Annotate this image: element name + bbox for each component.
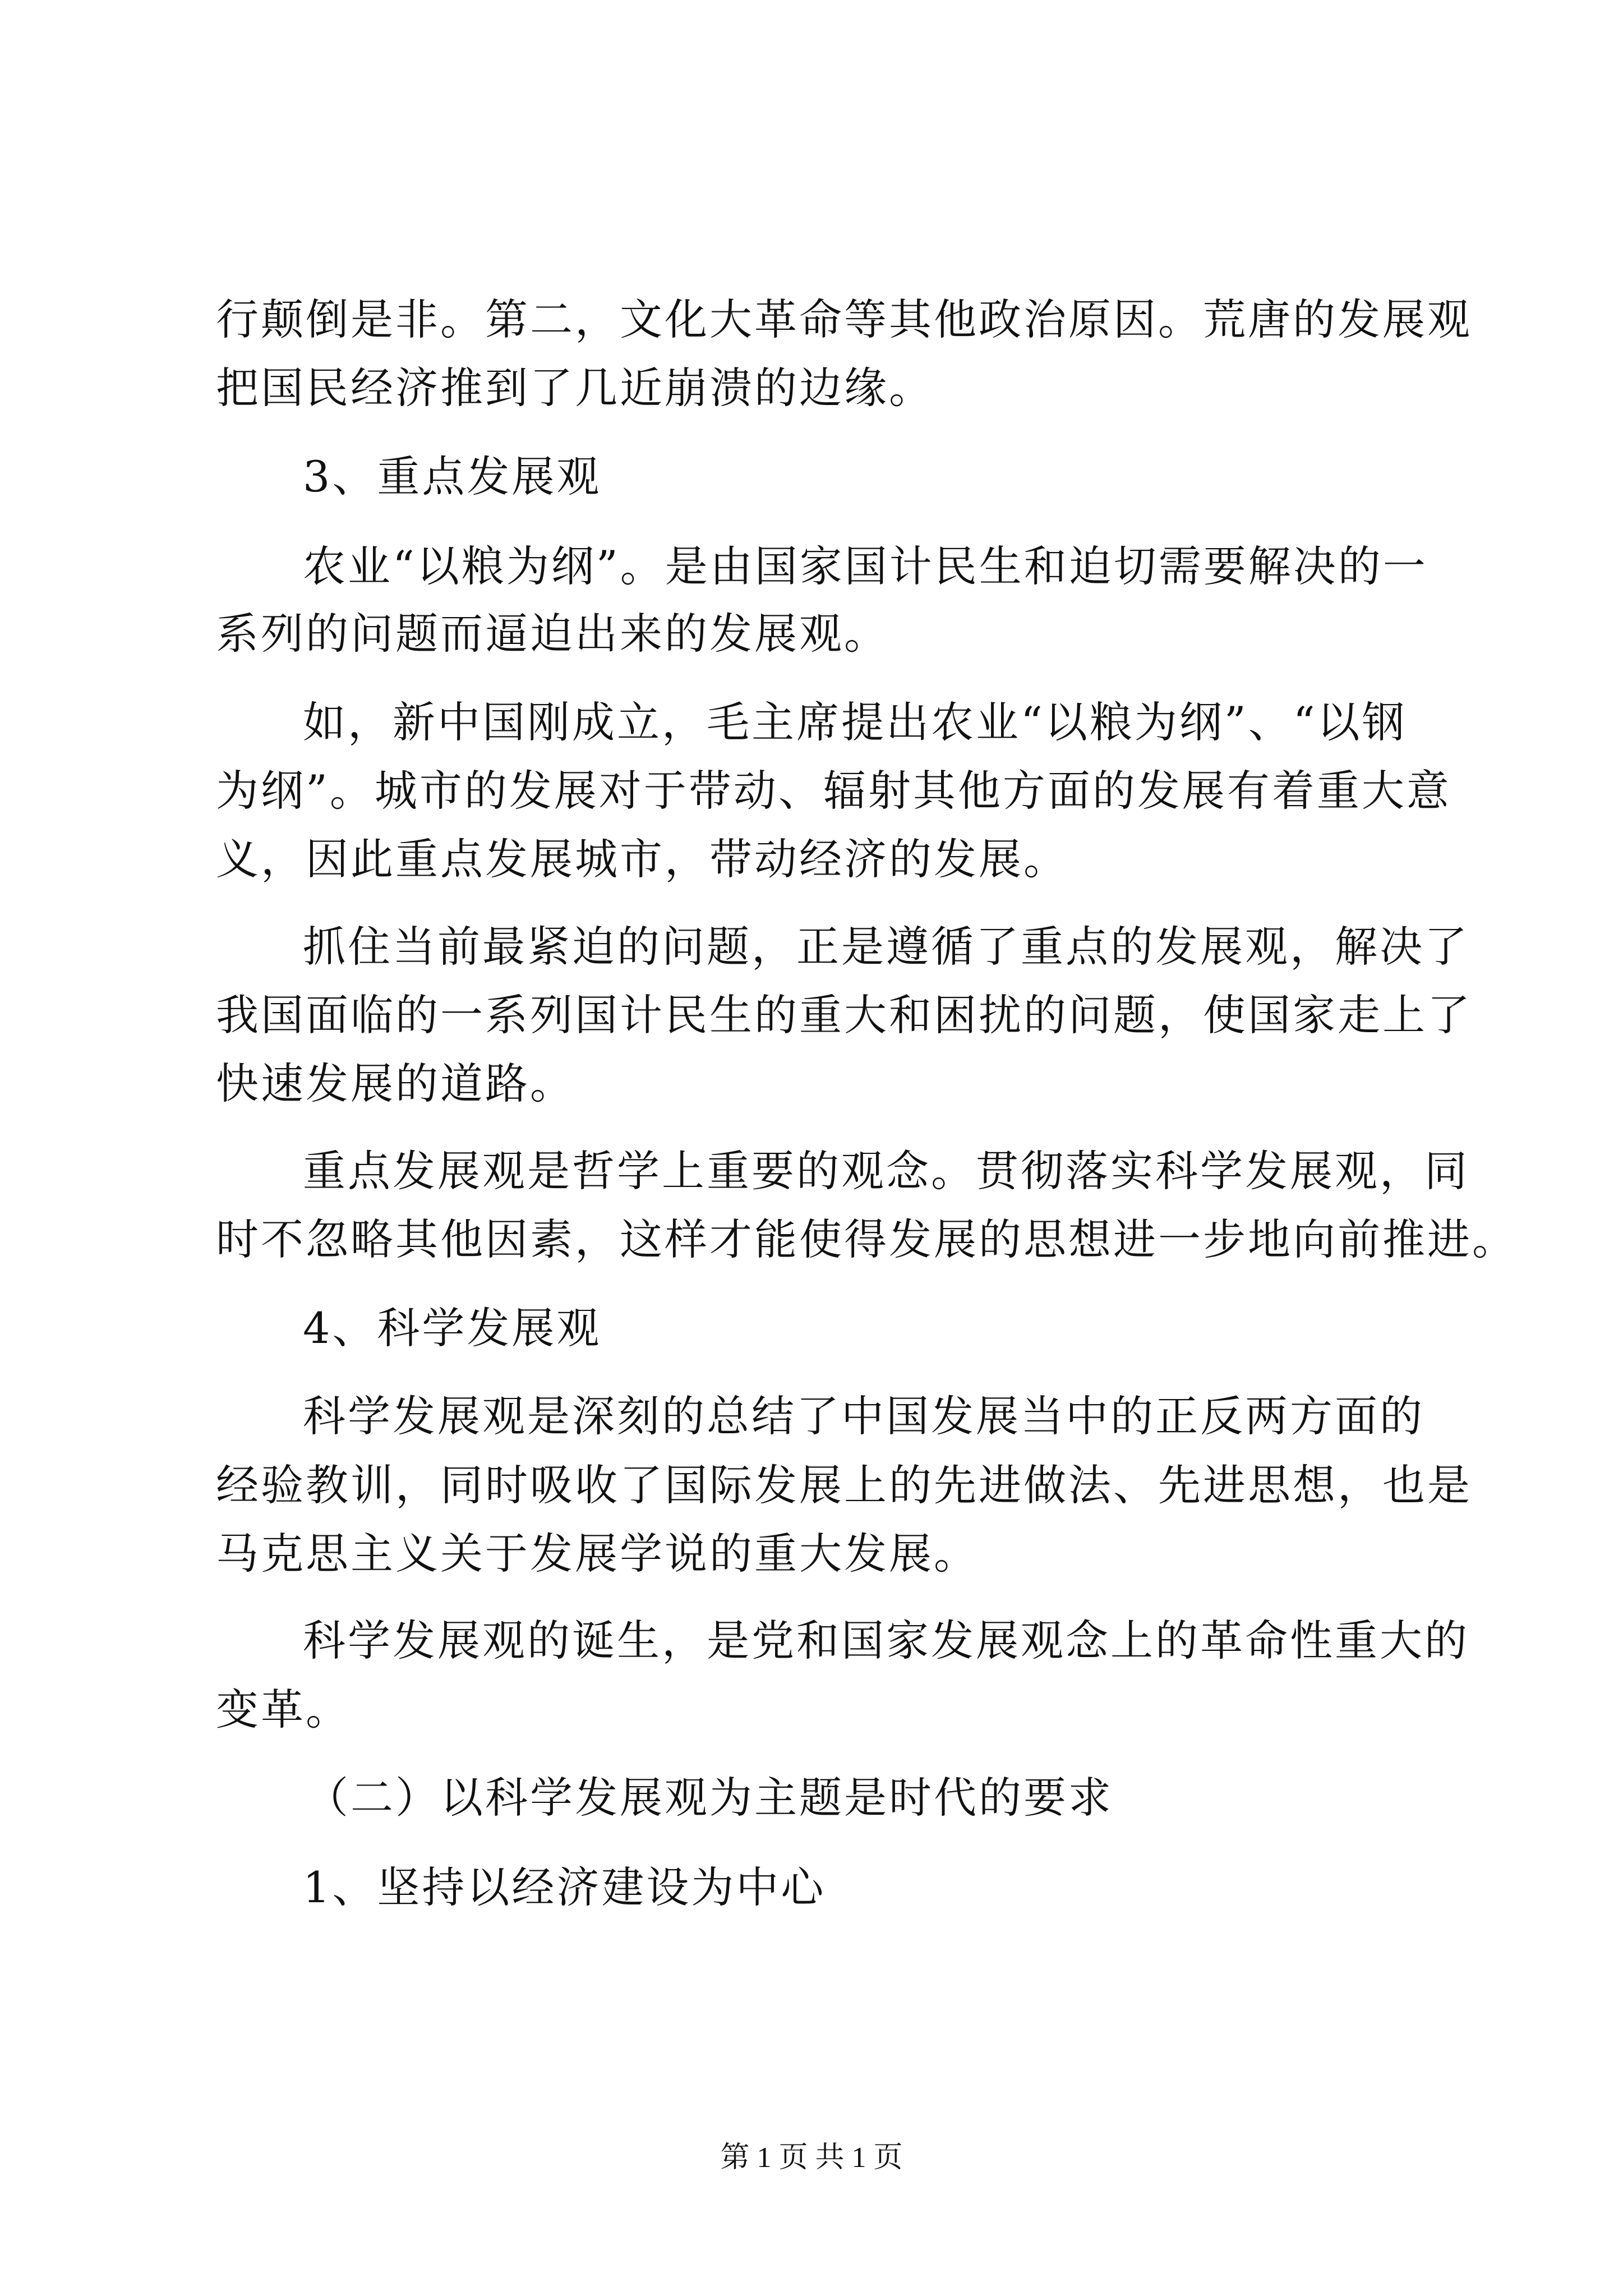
page-footer: 第 1 页 共 1 页 [720, 2142, 903, 2174]
text-line: 行颠倒是非。第二，文化大革命等其他政治原因。荒唐的发展观 [216, 295, 1472, 344]
text-line: 抓住当前最紧迫的问题，正是遵循了重点的发展观，解决了 [303, 922, 1469, 972]
text-line: 农业“以粮为纲”。是由国家国计民生和迫切需要解决的一 [303, 541, 1428, 591]
text-line: 时不忽略其他因素，这样才能使得发展的思想进一步地向前推进。 [216, 1214, 1517, 1264]
text-line: 变革。 [216, 1685, 351, 1734]
section-heading: 3、重点发展观 [303, 452, 602, 501]
text-line: 把国民经济推到了几近崩溃的边缘。 [216, 363, 934, 413]
text-line: 经验教训，同时吸收了国际发展上的先进做法、先进思想，也是 [216, 1460, 1472, 1510]
text-line: 马克思主义关于发展学说的重大发展。 [216, 1529, 979, 1579]
text-line: 快速发展的道路。 [216, 1059, 575, 1108]
section-heading: 1、坚持以经济建设为中心 [303, 1862, 826, 1912]
text-line: 我国面临的一系列国计民生的重大和困扰的问题，使国家走上了 [216, 990, 1472, 1040]
section-heading: 4、科学发展观 [303, 1303, 602, 1353]
text-line: 为纲”。城市的发展对于带动、辐射其他方面的发展有着重大意 [216, 766, 1451, 816]
text-line: 重点发展观是哲学上重要的观念。贯彻落实科学发展观，同 [303, 1146, 1469, 1196]
text-line: 如，新中国刚成立，毛主席提出农业“以粮为纲”、“以钢 [303, 697, 1407, 747]
text-line: 科学发展观是深刻的总结了中国发展当中的正反两方面的 [303, 1391, 1424, 1441]
text-line: 义，因此重点发展城市，带动经济的发展。 [216, 834, 1068, 884]
subsection-heading: （二）以科学发展观为主题是时代的要求 [306, 1773, 1113, 1823]
text-line: 科学发展观的诞生，是党和国家发展观念上的革命性重大的 [303, 1616, 1469, 1665]
text-line: 系列的问题而逼迫出来的发展观。 [216, 609, 889, 659]
